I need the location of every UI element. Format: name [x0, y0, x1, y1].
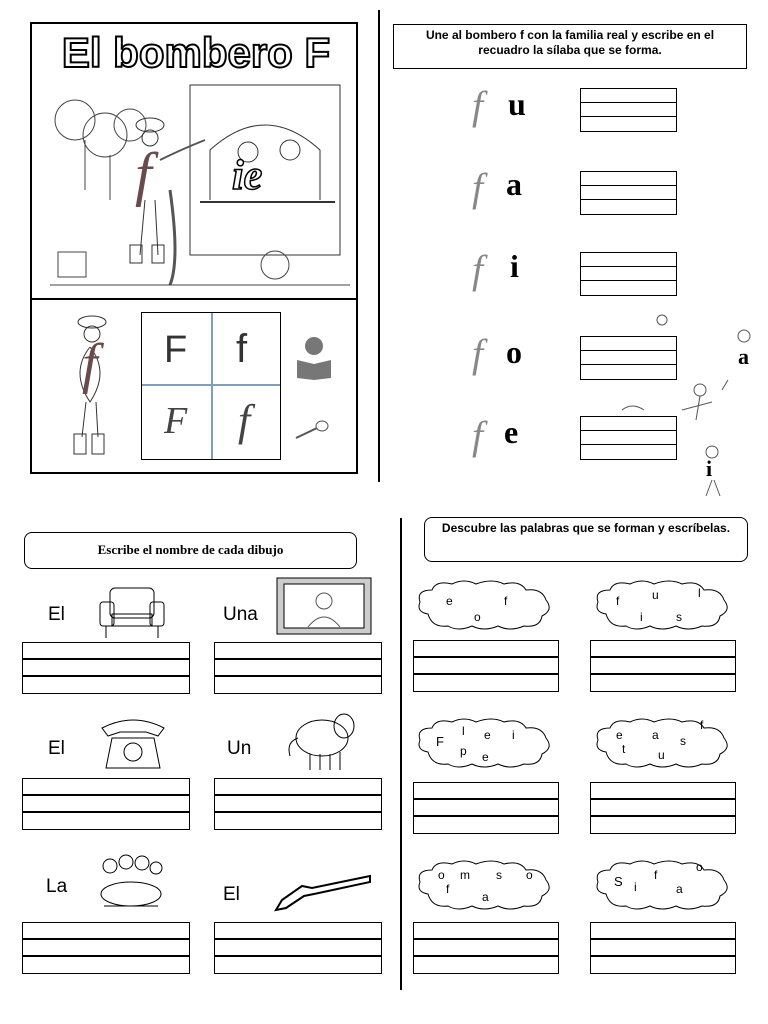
- row-1-f: f: [472, 83, 484, 128]
- svg-text:El bombero F: El bombero F: [61, 30, 331, 74]
- small-firefighter-letter-f: f: [82, 333, 98, 395]
- page-title: [36, 30, 356, 74]
- name-drawings-instruction: Escribe el nombre de cada dibujo: [24, 532, 357, 569]
- elephant-icon: [282, 708, 358, 772]
- item-1-article: El: [48, 604, 65, 625]
- row-2-answer-box[interactable]: [580, 171, 677, 215]
- row-3-vowel: i: [510, 248, 519, 284]
- cloud-3-letter-4: i: [512, 728, 515, 742]
- cloud-1-letter-1: e: [446, 594, 453, 608]
- row-2-vowel: a: [506, 166, 522, 202]
- matching-instruction: Une al bombero f con la familia real y escribe en el recuadro la sílaba que se forma.: [393, 24, 747, 69]
- item-5-article: La: [46, 876, 68, 897]
- cloud-5-letter-6: a: [482, 890, 489, 904]
- grid-lowercase-print-f: f: [236, 327, 248, 371]
- scattered-vowel-i: i: [706, 456, 713, 481]
- item-6-answer-lines[interactable]: [214, 922, 382, 974]
- item-2-answer-lines[interactable]: [214, 642, 382, 694]
- vertical-divider-bottom: [400, 518, 402, 990]
- cloud-2-letter-5: l: [698, 586, 701, 600]
- cloud-1: [414, 578, 554, 632]
- row-3-answer-box[interactable]: [580, 252, 677, 296]
- row-5-vowel: e: [504, 414, 519, 450]
- cloud-2-letter-3: i: [640, 610, 643, 624]
- vertical-divider-top: [378, 10, 380, 482]
- row-4-f: f: [472, 331, 484, 376]
- row-2-f: f: [472, 165, 484, 210]
- cloud-1-letter-2: o: [474, 610, 481, 624]
- cloud-5-letter-2: m: [460, 868, 470, 882]
- scattered-figures-sketch: [620, 310, 760, 500]
- grid-vertical-line: [211, 313, 213, 459]
- row-3-f: f: [472, 247, 484, 292]
- cloud-6-answer-lines[interactable]: [590, 922, 736, 974]
- armchair-icon: [96, 584, 166, 640]
- framed-portrait-icon: [276, 577, 372, 635]
- grid-uppercase-cursive-f: F: [164, 400, 188, 442]
- grid-horizontal-line: [142, 384, 280, 386]
- cloud-6-letter-5: o: [696, 860, 703, 874]
- cloud-6-letter-2: i: [634, 880, 637, 894]
- cloud-5-letter-1: o: [438, 868, 445, 882]
- discover-words-instruction: Descubre las palabras que se forman y escríbelas.: [424, 517, 748, 562]
- family-icon: [98, 854, 164, 916]
- cloud-3-answer-lines[interactable]: [413, 782, 559, 834]
- match-stick-icon: [292, 418, 332, 442]
- row-1-vowel: u: [508, 86, 526, 122]
- item-5-answer-lines[interactable]: [22, 922, 190, 974]
- item-6-article: El: [223, 884, 240, 905]
- letter-f-grid: [141, 312, 281, 460]
- grid-uppercase-print-f: F: [164, 329, 188, 371]
- cloud-6-letter-1: S: [614, 874, 623, 889]
- cloud-6-letter-3: f: [654, 868, 658, 882]
- scene-letters-ie: ie: [232, 153, 263, 199]
- cloud-6-letter-4: a: [676, 882, 683, 896]
- telephone-icon: [98, 716, 168, 772]
- cloud-4-letter-3: t: [622, 742, 626, 756]
- grid-lowercase-cursive-f: f: [238, 396, 251, 445]
- cloud-4-letter-2: a: [652, 728, 659, 742]
- cloud-5-letter-3: s: [496, 868, 502, 882]
- cloud-2: [592, 578, 732, 632]
- item-4-article: Un: [227, 738, 252, 759]
- panel-split-line: [32, 298, 356, 300]
- cloud-4-answer-lines[interactable]: [590, 782, 736, 834]
- cloud-3-letter-2: l: [462, 724, 465, 738]
- cloud-1-letter-3: f: [504, 594, 508, 608]
- cloud-3-letter-6: e: [482, 750, 489, 764]
- firefighter-scene-illustration: [50, 80, 350, 290]
- cloud-3-letter-3: e: [484, 728, 491, 742]
- cloud-5-letter-5: f: [446, 882, 450, 896]
- cloud-4-letter-4: u: [658, 748, 665, 762]
- scattered-vowel-a: a: [738, 344, 749, 369]
- item-4-answer-lines[interactable]: [214, 778, 382, 830]
- reading-person-icon: [294, 336, 334, 380]
- cloud-1-answer-lines[interactable]: [413, 640, 559, 692]
- cloud-5-answer-lines[interactable]: [413, 922, 559, 974]
- row-1-answer-box[interactable]: [580, 88, 677, 132]
- cloud-6: [592, 858, 732, 912]
- cloud-4-letter-1: e: [616, 728, 623, 742]
- cloud-2-letter-2: u: [652, 588, 659, 602]
- cloud-2-letter-1: f: [616, 594, 620, 608]
- cloud-4-letter-6: f: [700, 718, 704, 732]
- cloud-3-letter-1: F: [436, 734, 444, 749]
- cloud-5-letter-4: o: [526, 868, 533, 882]
- item-2-article: Una: [223, 604, 258, 625]
- rifle-icon: [272, 872, 372, 912]
- row-5-f: f: [472, 413, 484, 458]
- item-3-article: El: [48, 738, 65, 759]
- row-4-vowel: o: [506, 334, 522, 370]
- cloud-2-letter-4: s: [676, 610, 682, 624]
- scene-letter-f: f: [135, 141, 152, 207]
- cloud-3-letter-5: p: [460, 744, 467, 758]
- item-1-answer-lines[interactable]: [22, 642, 190, 694]
- item-3-answer-lines[interactable]: [22, 778, 190, 830]
- cloud-4-letter-5: s: [680, 734, 686, 748]
- cloud-2-answer-lines[interactable]: [590, 640, 736, 692]
